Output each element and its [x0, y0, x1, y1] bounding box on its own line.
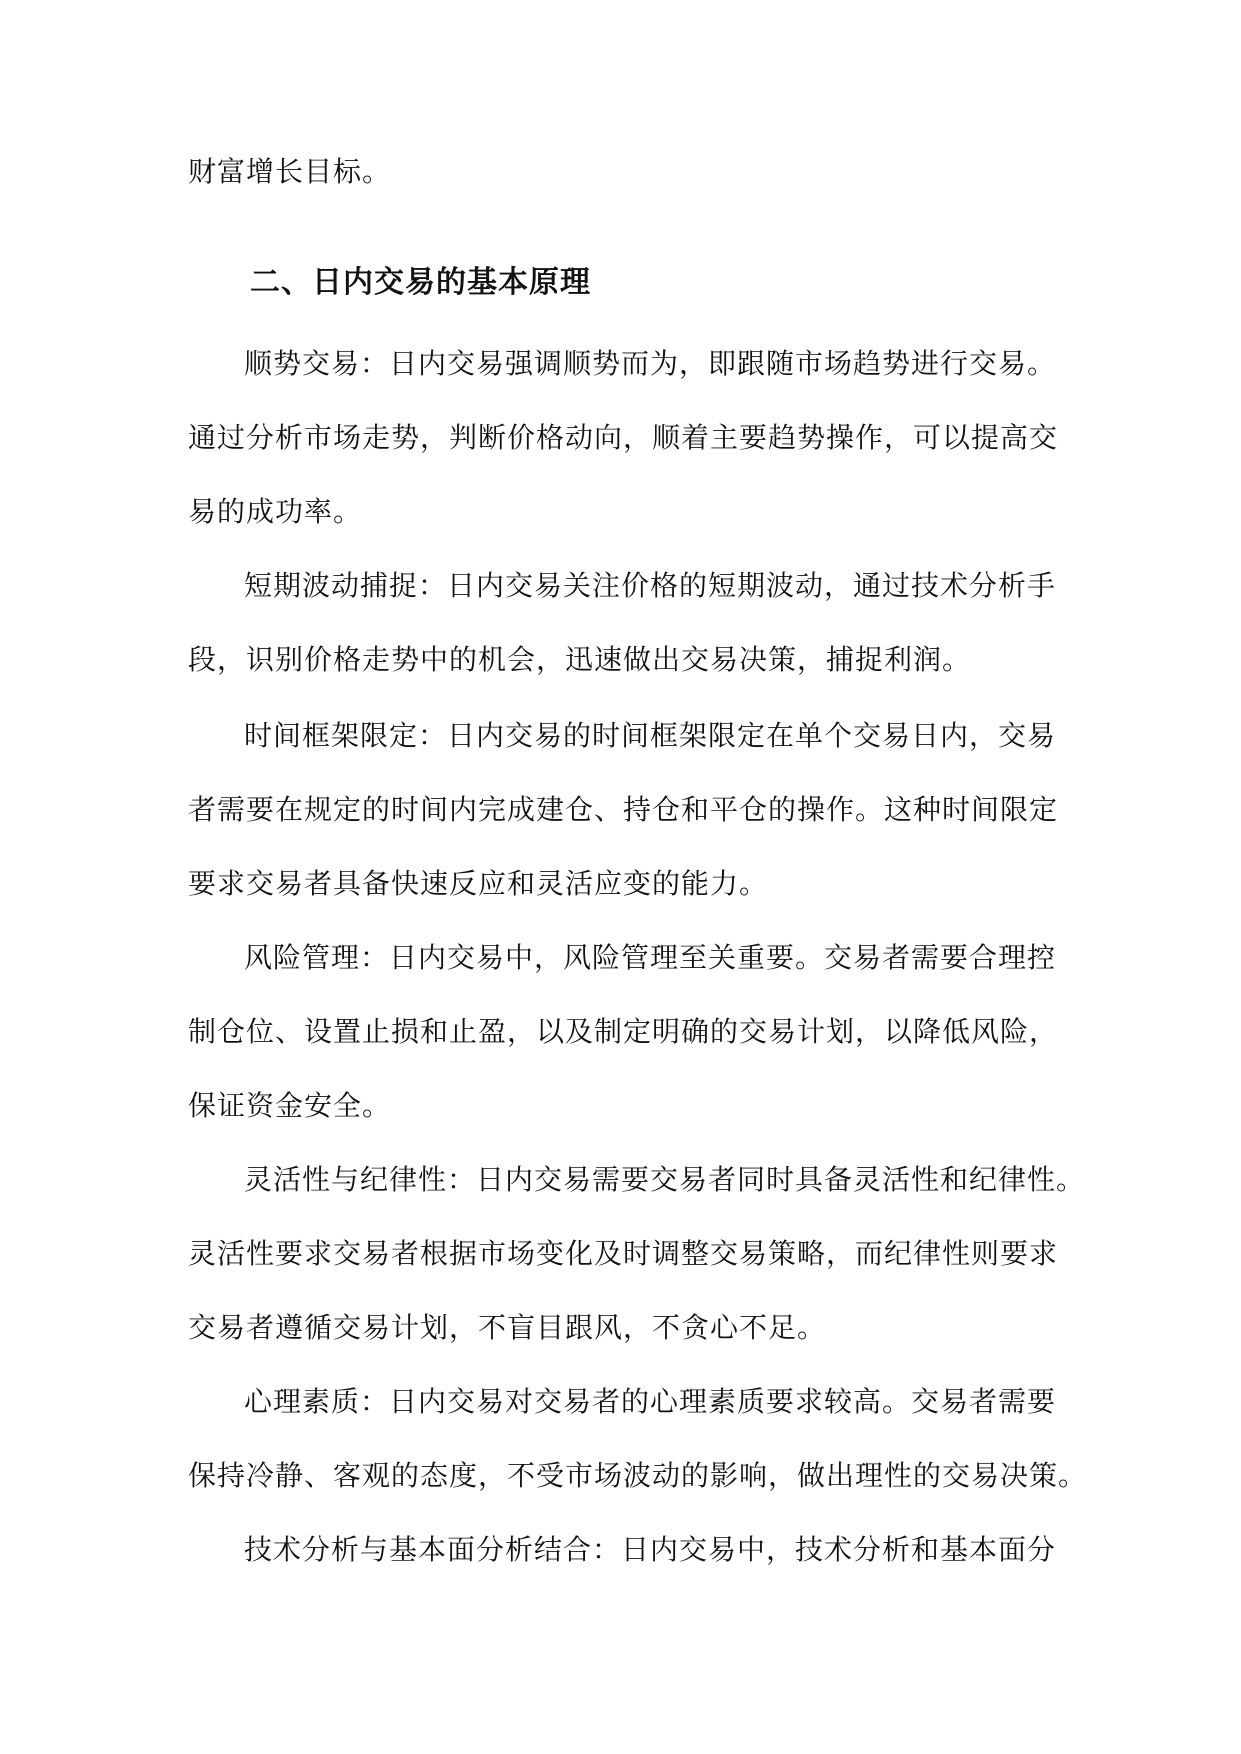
paragraph-line: 风险管理：日内交易中，风险管理至关重要。交易者需要合理控: [244, 941, 1057, 974]
paragraph-line: 财富增长目标。: [188, 155, 392, 188]
paragraph-line: 短期波动捕捉：日内交易关注价格的短期波动，通过技术分析手: [244, 569, 1057, 602]
paragraph-line: 心理素质：日内交易对交易者的心理素质要求较高。交易者需要: [244, 1385, 1057, 1418]
paragraph-line: 灵活性要求交易者根据市场变化及时调整交易策略，而纪律性则要求: [188, 1237, 1059, 1270]
paragraph-line: 顺势交易：日内交易强调顺势而为，即跟随市场趋势进行交易。: [244, 347, 1057, 380]
section-heading: 二、日内交易的基本原理: [250, 265, 591, 300]
paragraph-line: 时间框架限定：日内交易的时间框架限定在单个交易日内，交易: [244, 719, 1057, 752]
paragraph-line: 制仓位、设置止损和止盈，以及制定明确的交易计划，以降低风险，: [188, 1015, 1059, 1048]
paragraph-line: 保证资金安全。: [188, 1089, 392, 1122]
paragraph-line: 易的成功率。: [188, 495, 363, 528]
paragraph-line: 灵活性与纪律性：日内交易需要交易者同时具备灵活性和纪律性。: [244, 1163, 1086, 1196]
paragraph-line: 交易者遵循交易计划，不盲目跟风，不贪心不足。: [188, 1311, 827, 1344]
paragraph-line: 保持冷静、客观的态度，不受市场波动的影响，做出理性的交易决策。: [188, 1459, 1088, 1492]
paragraph-line: 技术分析与基本面分析结合：日内交易中，技术分析和基本面分: [244, 1533, 1057, 1566]
paragraph-line: 者需要在规定的时间内完成建仓、持仓和平仓的操作。这种时间限定: [188, 793, 1059, 826]
paragraph-line: 要求交易者具备快速反应和灵活应变的能力。: [188, 867, 769, 900]
paragraph-line: 段，识别价格走势中的机会，迅速做出交易决策，捕捉利润。: [188, 643, 972, 676]
paragraph-line: 通过分析市场走势，判断价格动向，顺着主要趋势操作，可以提高交: [188, 421, 1059, 454]
